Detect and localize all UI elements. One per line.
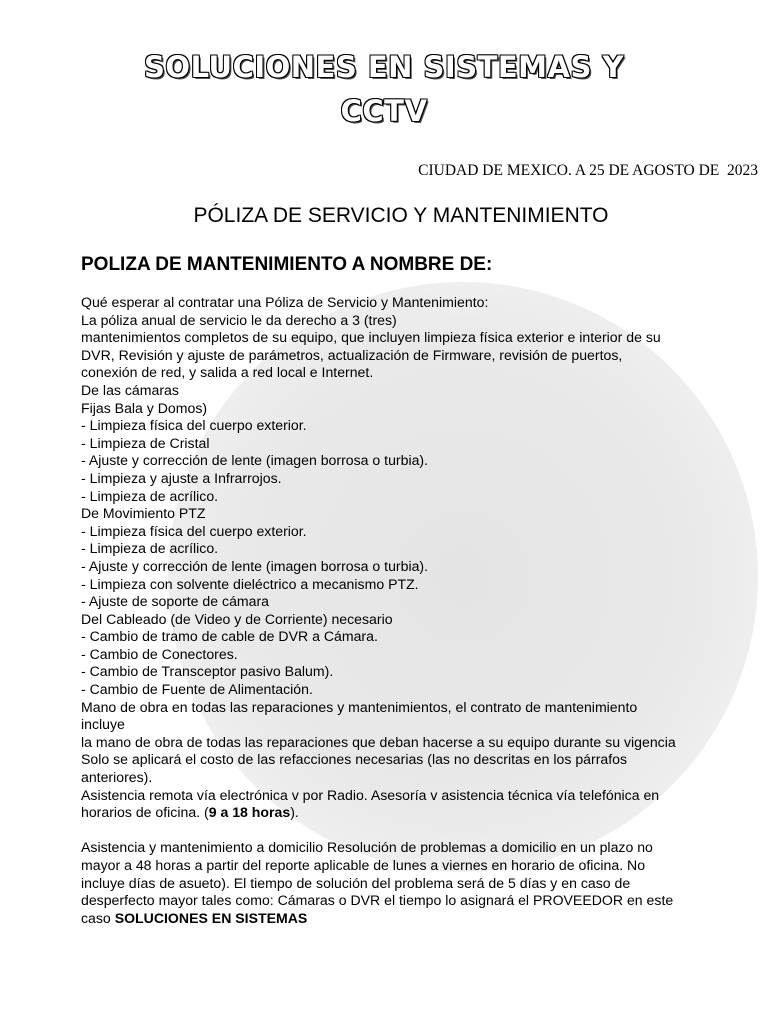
body-line: - Limpieza de Cristal [81, 434, 210, 451]
body-line: mayor a 48 horas a partir del reporte aplicable de lunes a viernes en horario de oficina. No [81, 857, 646, 873]
body-line: - Cambio de Conectores. [81, 645, 238, 662]
paragraph-gap [81, 822, 741, 840]
body-line: - Ajuste y corrección de lente (imagen borrosa o turbia). [81, 452, 429, 469]
body-line: - Limpieza física del cuerpo exterior. [81, 522, 307, 539]
body-line: Asistencia y mantenimiento a domicilio Resolución de problemas a domicilio en un plazo no [81, 839, 653, 856]
body-line: - Cambio de tramo de cable de DVR a Cámara. [81, 628, 378, 645]
office-hours-line [81, 804, 741, 822]
body-line: - Limpieza con solvente dieléctrico a mecanismo PTZ. [81, 575, 419, 592]
body-line: - Limpieza y ajuste a Infrarrojos. [81, 469, 282, 486]
body-line: mantenimientos completos de su equipo, que incluyen limpieza física exterior e interior de su [81, 329, 661, 346]
body-line: - Ajuste de soporte de cámara [81, 593, 270, 610]
body-line: incluye [81, 716, 125, 733]
office-hours-suffix: ). [290, 804, 299, 821]
body-line: conexión de red, y salida a red local e Internet. [81, 364, 374, 381]
body-line: Asistencia remota vía electrónica v por Radio. Asesoría v asistencia técnica vía telefónica en [81, 786, 660, 803]
body-line: desperfecto mayor tales como: Cámaras o DVR el tiempo lo asignará el PROVEEDOR en este [81, 892, 674, 909]
body-line: Fijas Bala y Domos) [81, 399, 208, 416]
body-line: De Movimiento PTZ [81, 505, 206, 522]
body-line: Qué esperar al contratar una Póliza de Servicio y Mantenimiento: [81, 294, 489, 310]
office-hours-prefix: horarios de oficina. ( [81, 804, 209, 821]
body-line: - Limpieza física del cuerpo exterior. [81, 417, 307, 434]
body-line: La póliza anual de servicio le da derecho a 3 (tres) [81, 311, 397, 328]
document-title: PÓLIZA DE SERVICIO Y MANTENIMIENTO [193, 204, 609, 227]
document-subtitle: POLIZA DE MANTENIMIENTO A NOMBRE DE: [81, 254, 493, 275]
document-body [81, 294, 741, 927]
company-name-line2: CCTV [340, 94, 428, 128]
document-date: CIUDAD DE MEXICO. A 25 DE AGOSTO DE 2023 [418, 162, 758, 179]
body-line: Mano de obra en todas las reparaciones y mantenimientos, el contrato de mantenimiento [81, 698, 638, 715]
body-line: la mano de obra de todas las reparaciones que deban hacerse a su equipo durante su vigencia [81, 733, 676, 750]
provider-name-bold: SOLUCIONES EN SISTEMAS [114, 909, 308, 926]
body-line: incluye días de asueto). El tiempo de solución del problema será de 5 días y en caso de [81, 874, 631, 891]
body-line: - Limpieza de acrílico. [81, 540, 219, 557]
body-line: - Limpieza de acrílico. [81, 487, 219, 504]
body-line: anteriores). [81, 769, 153, 786]
office-hours-bold: 9 a 18 horas [208, 804, 291, 821]
body-line: - Cambio de Transceptor pasivo Balum). [81, 663, 334, 680]
final-line-prefix: caso [81, 909, 115, 926]
body-line: - Ajuste y corrección de lente (imagen borrosa o turbia). [81, 557, 429, 574]
body-line: - Cambio de Fuente de Alimentación. [81, 681, 313, 698]
company-name-line1: SOLUCIONES EN SISTEMAS Y [144, 50, 624, 84]
body-line: De las cámaras [81, 381, 179, 398]
body-line: DVR, Revisión y ajuste de parámetros, actualización de Firmware, revisión de puertos, [81, 346, 623, 363]
body-line: Del Cableado (de Video y de Corriente) necesario [81, 610, 393, 627]
final-line [81, 910, 741, 928]
body-line: Solo se aplicará el costo de las refacciones necesarias (las no descritas en los párrafos [81, 751, 628, 768]
